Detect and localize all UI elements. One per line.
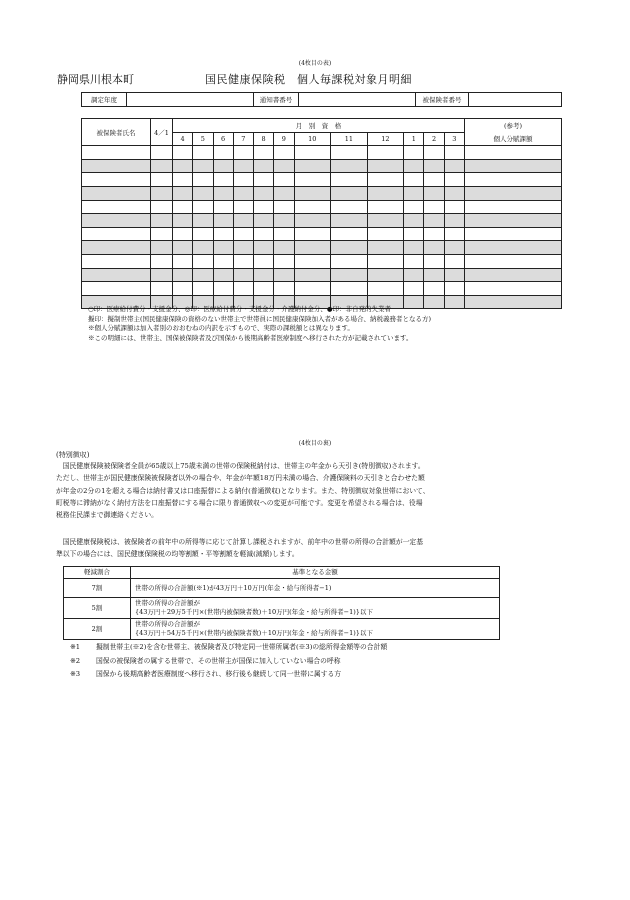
note-line: ※この明細には、世帯主、国保被保険者及び国保から後期高齢者医療制度へ移行された方が記載されています。 xyxy=(88,333,413,342)
table-cell xyxy=(465,159,562,173)
table-cell xyxy=(193,159,213,173)
month-header: 8 xyxy=(254,132,274,146)
table-cell xyxy=(151,241,173,255)
basis-header: 基準となる金額 xyxy=(131,567,500,579)
table-cell xyxy=(404,200,424,214)
paragraph-line: 国民健康保険税は、被保険者の前年中の所得等に応じて計算し課税されますが、前年中の世帯の所得の合計額が一定基 xyxy=(56,538,424,546)
ratio-header: 軽減割合 xyxy=(64,567,131,579)
table-cell xyxy=(151,282,173,296)
table-cell xyxy=(444,159,464,173)
table-cell xyxy=(294,200,331,214)
table-cell xyxy=(274,159,294,173)
table-row xyxy=(82,146,562,160)
month-header: 6 xyxy=(213,132,233,146)
table-cell xyxy=(254,227,274,241)
table-cell xyxy=(294,282,331,296)
table-cell xyxy=(444,282,464,296)
basis-cell: 世帯の所得の合計額(※1)が43万円＋10万円(年金・給与所得者−1) xyxy=(131,579,500,598)
table-cell xyxy=(404,227,424,241)
table-cell xyxy=(465,200,562,214)
table-cell xyxy=(444,227,464,241)
footnote: ※2 国保の被保険者の属する世帯で、その世帯主が国保に加入していない場合の呼称 xyxy=(70,656,341,665)
table-cell xyxy=(193,254,213,268)
table-cell xyxy=(274,146,294,160)
table-cell xyxy=(294,268,331,282)
table-cell xyxy=(294,173,331,187)
reference-sub-header: 個人分賦課額 xyxy=(465,132,562,146)
month-header: 2 xyxy=(424,132,444,146)
table-cell xyxy=(367,159,404,173)
table-row xyxy=(82,254,562,268)
table-cell xyxy=(367,200,404,214)
table-cell xyxy=(424,200,444,214)
table-cell xyxy=(254,214,274,228)
table-cell xyxy=(151,227,173,241)
table-cell xyxy=(213,268,233,282)
year-label: 調定年度 xyxy=(82,93,127,107)
table-cell xyxy=(367,282,404,296)
table-cell xyxy=(465,227,562,241)
notice-number-value xyxy=(299,93,416,107)
table-cell xyxy=(294,186,331,200)
table-cell xyxy=(173,146,193,160)
table-cell xyxy=(213,227,233,241)
table-cell xyxy=(173,159,193,173)
table-row xyxy=(82,173,562,187)
document-title: 国民健康保険税 個人毎課税対象月明細 xyxy=(205,73,412,86)
table-cell xyxy=(331,159,368,173)
table-cell xyxy=(173,200,193,214)
table-cell xyxy=(294,227,331,241)
table-cell xyxy=(193,227,213,241)
table-cell xyxy=(367,186,404,200)
month-header: 3 xyxy=(444,132,464,146)
table-cell xyxy=(465,268,562,282)
table-cell xyxy=(82,159,151,173)
table-cell xyxy=(151,200,173,214)
table-cell xyxy=(173,227,193,241)
table-cell xyxy=(193,282,213,296)
table-cell xyxy=(274,200,294,214)
note-line: ○印：医療給付費分・支援金分、◎印：医療給付費分・支援金分・介護納付金分、●印：非自発的失業者 xyxy=(88,305,392,313)
table-cell xyxy=(424,173,444,187)
special-collection-heading: (特別徴収) xyxy=(56,451,90,459)
table-cell xyxy=(233,186,253,200)
monthly-qualification-table xyxy=(81,118,562,309)
table-cell xyxy=(424,241,444,255)
notice-number-label: 通知書番号 xyxy=(254,93,299,107)
municipality-name: 静岡県川根本町 xyxy=(57,73,134,86)
table-cell xyxy=(465,241,562,255)
table-cell xyxy=(444,200,464,214)
month-header: 4 xyxy=(173,132,193,146)
table-cell xyxy=(233,173,253,187)
table-cell xyxy=(331,241,368,255)
table-cell xyxy=(173,268,193,282)
table-cell xyxy=(193,173,213,187)
table-cell xyxy=(274,268,294,282)
table-cell xyxy=(465,282,562,296)
table-cell xyxy=(82,241,151,255)
table-cell xyxy=(151,146,173,160)
table-cell xyxy=(465,173,562,187)
table-cell xyxy=(213,200,233,214)
table-cell xyxy=(233,200,253,214)
ratio-cell: 7割 xyxy=(64,579,131,598)
table-cell xyxy=(331,200,368,214)
table-cell xyxy=(233,146,253,160)
table-cell xyxy=(82,200,151,214)
table-cell xyxy=(254,146,274,160)
table-cell xyxy=(193,200,213,214)
table-cell xyxy=(367,214,404,228)
table-cell xyxy=(274,173,294,187)
front-page-label: (4枚目の表) xyxy=(298,60,332,67)
table-cell xyxy=(233,241,253,255)
table-row xyxy=(82,268,562,282)
table-cell xyxy=(331,186,368,200)
table-cell xyxy=(254,186,274,200)
table-cell xyxy=(173,254,193,268)
table-cell xyxy=(254,159,274,173)
table-cell xyxy=(404,254,424,268)
footnote: ※1 擬制世帯主(※2)を含む世帯主、被保険者及び特定同一世帯所属者(※3)の総所得金額等の合計額 xyxy=(70,643,388,651)
table-cell xyxy=(294,254,331,268)
table-cell xyxy=(404,146,424,160)
front-notes xyxy=(88,305,431,343)
footnotes xyxy=(70,641,387,682)
table-cell xyxy=(404,186,424,200)
table-cell xyxy=(213,241,233,255)
reference-header: (参考) xyxy=(465,119,562,133)
paragraph-line: が年金の2分の1を超える場合は納付書又は口座振替による納付(普通徴収)となります。また、特別徴収対象世帯において、 xyxy=(56,486,430,495)
table-cell xyxy=(444,254,464,268)
table-cell xyxy=(424,159,444,173)
table-cell xyxy=(424,214,444,228)
special-collection-paragraph xyxy=(56,460,516,521)
table-cell xyxy=(331,268,368,282)
table-cell xyxy=(465,146,562,160)
table-cell xyxy=(173,241,193,255)
year-value xyxy=(127,93,254,107)
table-cell xyxy=(424,254,444,268)
table-cell xyxy=(465,186,562,200)
table-cell xyxy=(82,282,151,296)
table-cell xyxy=(254,254,274,268)
basis-cell: 世帯の所得の合計額が {43万円＋54万5千円×(世帯内被保険者数)＋10万円(年金・給与所得者−1)}以下 xyxy=(131,619,500,640)
table-cell xyxy=(424,268,444,282)
table-cell xyxy=(151,173,173,187)
insured-number-value xyxy=(469,93,562,107)
table-row xyxy=(82,200,562,214)
table-cell xyxy=(444,146,464,160)
note-line: 擬印：擬制世帯主(国民健康保険の資格のない世帯主で世帯員に国民健康保険加入者がある場合、納税義務者となる方) xyxy=(88,314,432,323)
table-cell xyxy=(193,268,213,282)
table-cell xyxy=(173,186,193,200)
table-cell xyxy=(294,241,331,255)
month-header: 7 xyxy=(233,132,253,146)
table-cell xyxy=(82,268,151,282)
table-row xyxy=(82,241,562,255)
table-cell xyxy=(424,186,444,200)
table-cell xyxy=(151,254,173,268)
table-cell xyxy=(254,241,274,255)
month-header: 10 xyxy=(294,132,331,146)
table-cell xyxy=(404,241,424,255)
table-cell xyxy=(444,173,464,187)
table-cell xyxy=(424,227,444,241)
paragraph-line: 税務住民課まで御連絡ください。 xyxy=(56,511,158,520)
paragraph-line: 町税等に滞納がなく納付方法を口座振替にする場合に限り普通徴収への変更が可能です。変更を希望される場合は、役場 xyxy=(56,498,423,507)
table-cell xyxy=(82,186,151,200)
table-cell xyxy=(444,295,464,309)
table-cell xyxy=(331,227,368,241)
table-cell xyxy=(331,282,368,296)
ratio-cell: 5割 xyxy=(64,598,131,619)
table-cell xyxy=(213,159,233,173)
table-cell xyxy=(233,268,253,282)
table-cell xyxy=(151,186,173,200)
table-cell xyxy=(367,268,404,282)
table-cell xyxy=(82,214,151,228)
table-cell xyxy=(274,254,294,268)
table-cell xyxy=(331,173,368,187)
paragraph-line: 準以下の場合には、国民健康保険税の均等割額・平等割額を軽減(減額)します。 xyxy=(56,550,299,559)
table-cell xyxy=(213,282,233,296)
table-cell xyxy=(82,254,151,268)
table-cell xyxy=(331,254,368,268)
basis-cell: 世帯の所得の合計額が {43万円＋29万5千円×(世帯内被保険者数)＋10万円(年金・給与所得者−1)}以下 xyxy=(131,598,500,619)
table-cell xyxy=(444,186,464,200)
table-cell xyxy=(465,254,562,268)
table-cell xyxy=(294,214,331,228)
table-cell xyxy=(233,214,253,228)
month-group-header: 月 別 資 格 xyxy=(173,119,465,133)
info-row xyxy=(81,92,562,107)
table-cell xyxy=(151,268,173,282)
table-cell xyxy=(233,159,253,173)
table-cell xyxy=(444,241,464,255)
table-cell xyxy=(193,241,213,255)
month-header: 12 xyxy=(367,132,404,146)
table-cell xyxy=(274,186,294,200)
table-row xyxy=(82,159,562,173)
table-cell xyxy=(233,227,253,241)
table-cell xyxy=(193,146,213,160)
month-header: 11 xyxy=(331,132,368,146)
table-cell xyxy=(151,214,173,228)
insured-number-label: 被保険者番号 xyxy=(416,93,469,107)
table-cell xyxy=(82,173,151,187)
table-row xyxy=(82,282,562,296)
table-cell xyxy=(367,241,404,255)
table-cell xyxy=(274,241,294,255)
table-cell xyxy=(404,214,424,228)
table-cell xyxy=(213,146,233,160)
month-header: 9 xyxy=(274,132,294,146)
table-cell xyxy=(151,159,173,173)
table-cell xyxy=(404,268,424,282)
table-cell xyxy=(444,214,464,228)
table-cell xyxy=(193,186,213,200)
table-cell xyxy=(465,214,562,228)
month-header: 5 xyxy=(193,132,213,146)
table-cell xyxy=(254,282,274,296)
table-cell xyxy=(233,282,253,296)
table-cell xyxy=(274,282,294,296)
date-header: 4／1 xyxy=(151,119,173,146)
table-cell xyxy=(173,214,193,228)
table-cell xyxy=(331,146,368,160)
table-row xyxy=(82,227,562,241)
table-cell xyxy=(82,146,151,160)
table-row xyxy=(82,214,562,228)
table-cell xyxy=(233,254,253,268)
table-cell xyxy=(213,254,233,268)
month-header: 1 xyxy=(404,132,424,146)
reduction-table xyxy=(63,566,500,640)
table-cell xyxy=(367,227,404,241)
table-cell xyxy=(254,200,274,214)
note-line: ※個人分賦課額は加入者別のおおむねの内訳を示すもので、実際の課税額とは異なります。 xyxy=(88,324,354,332)
table-cell xyxy=(254,173,274,187)
paragraph-line: 国民健康保険被保険者全員が65歳以上75歳未満の世帯の保険税納付は、世帯主の年金から天引き(特別徴収)されます。 xyxy=(56,462,425,470)
table-cell xyxy=(213,214,233,228)
name-header: 被保険者氏名 xyxy=(82,119,151,146)
table-cell xyxy=(274,214,294,228)
table-cell xyxy=(424,146,444,160)
table-cell xyxy=(465,295,562,309)
table-cell xyxy=(404,173,424,187)
table-cell xyxy=(213,186,233,200)
table-cell xyxy=(294,146,331,160)
table-cell xyxy=(193,214,213,228)
table-cell xyxy=(274,227,294,241)
table-row xyxy=(82,186,562,200)
table-cell xyxy=(444,268,464,282)
table-cell xyxy=(173,173,193,187)
table-cell xyxy=(294,159,331,173)
table-cell xyxy=(404,282,424,296)
table-cell xyxy=(173,282,193,296)
table-cell xyxy=(404,159,424,173)
ratio-cell: 2割 xyxy=(64,619,131,640)
table-cell xyxy=(424,282,444,296)
reduction-paragraph xyxy=(56,536,516,561)
table-cell xyxy=(82,227,151,241)
footnote: ※3 国保から後期高齢者医療制度へ移行され、移行後も継続して同一世帯に属する方 xyxy=(70,670,342,678)
paragraph-line: ただし、世帯主が国民健康保険被保険者以外の場合や、年金が年額18万円未満の場合、介護保険料の天引きと合わせた額 xyxy=(56,474,425,483)
table-cell xyxy=(367,146,404,160)
table-cell xyxy=(367,173,404,187)
table-cell xyxy=(331,214,368,228)
back-page-label: (4枚目の裏) xyxy=(298,440,332,447)
table-cell xyxy=(367,254,404,268)
table-cell xyxy=(254,268,274,282)
table-cell xyxy=(213,173,233,187)
